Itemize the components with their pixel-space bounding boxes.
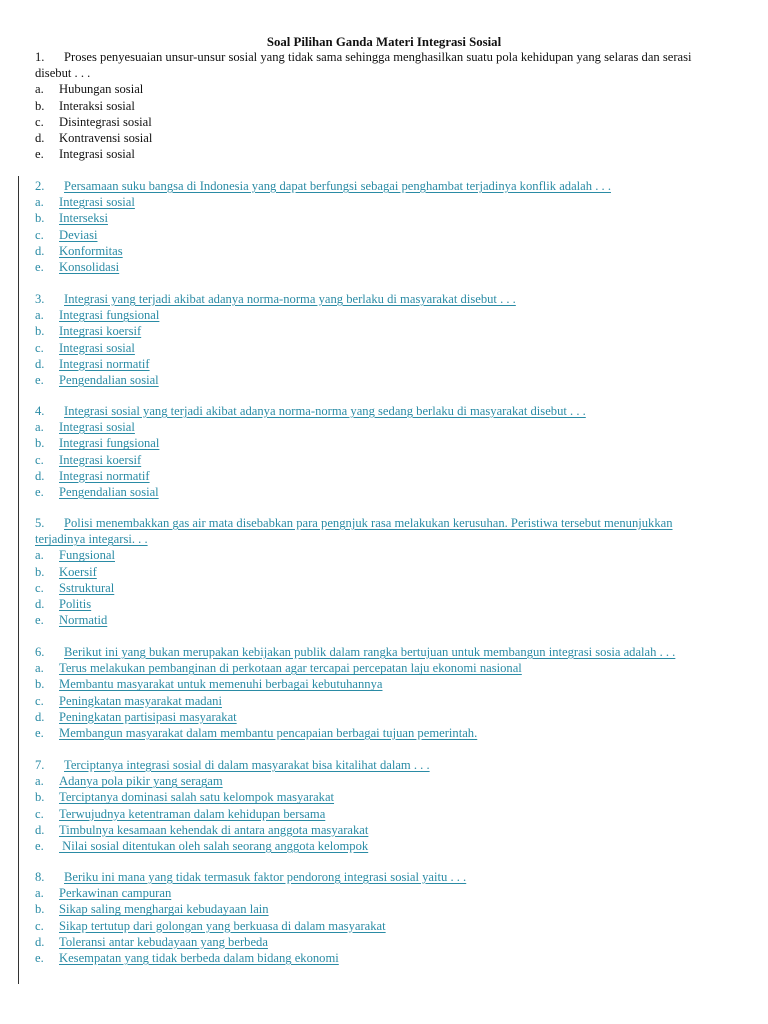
option-a: a. Terus melakukan pembanginan di perkotaan agar tercapai percepatan laju ekonomi nasional bbox=[35, 661, 522, 676]
option-c: c. Sikap tertutup dari golongan yang berkuasa di dalam masyarakat bbox=[35, 918, 386, 933]
question-text-continuation: disebut . . . bbox=[35, 66, 91, 81]
option-e: e. Konsolidasi bbox=[35, 260, 120, 275]
question-text: 4. Integrasi sosial yang terjadi akibat adanya norma-norma yang sedang berlaku di masyarakat disebut . . . bbox=[35, 404, 586, 418]
question-text: 6. Berikut ini yang bukan merupakan kebijakan publik dalam rangka bertujuan untuk membangun integrasi sosia adalah . . . bbox=[35, 645, 676, 659]
question-4 bbox=[35, 403, 745, 500]
question-6 bbox=[35, 644, 745, 741]
option-d: d. Politis bbox=[35, 597, 92, 612]
option-d: d. Timbulnya kesamaan kehendak di antara anggota masyarakat bbox=[35, 822, 369, 837]
question-5 bbox=[35, 515, 745, 628]
question-text: 2. Persamaan suku bangsa di Indonesia yang dapat berfungsi sebagai penghambat terjadinya konflik adalah . . . bbox=[35, 179, 611, 193]
question-3 bbox=[35, 291, 745, 388]
question-text-continuation: terjadinya integarsi. . . bbox=[35, 532, 148, 547]
option-d: d. Integrasi normatif bbox=[35, 356, 150, 371]
question-7 bbox=[35, 757, 745, 854]
question-text: 7. Terciptanya integrasi sosial di dalam masyarakat bisa kitalihat dalam . . . bbox=[35, 758, 430, 772]
option-e: e. Pengendalian sosial bbox=[35, 485, 159, 500]
option-a: a. Fungsional bbox=[35, 548, 115, 563]
question-text: 1. Proses penyesuaian unsur-unsur sosial yang tidak sama sehingga menghasilkan suatu pola kehidupan yang selaras dan serasi bbox=[35, 50, 692, 64]
option-b: b. Integrasi koersif bbox=[35, 324, 142, 339]
question-text: 3. Integrasi yang terjadi akibat adanya norma-norma yang berlaku di masyarakat disebut . . . bbox=[35, 292, 516, 306]
option-c: c. Peningkatan masyarakat madani bbox=[35, 693, 222, 708]
option-b: b. Membantu masyarakat untuk memenuhi berbagai kebutuhannya bbox=[35, 677, 383, 692]
question-text: 5. Polisi menembakkan gas air mata disebabkan para pengnjuk rasa melakukan kerusuhan. Peristiwa tersebut menunjukkan bbox=[35, 516, 673, 530]
option-e: e. Integrasi sosial bbox=[35, 147, 135, 162]
option-c: c. Terwujudnya ketentraman dalam kehidupan bersama bbox=[35, 806, 326, 821]
option-c: c. Disintegrasi sosial bbox=[35, 114, 152, 129]
option-b: b. Koersif bbox=[35, 564, 97, 579]
option-c: c. Integrasi sosial bbox=[35, 340, 135, 355]
option-d: d. Kontravensi sosial bbox=[35, 131, 153, 146]
option-a: a. Integrasi sosial bbox=[35, 420, 135, 435]
question-number: 1. bbox=[35, 50, 45, 64]
option-a: a. Perkawinan campuran bbox=[35, 886, 172, 901]
option-c: c. Deviasi bbox=[35, 227, 98, 242]
option-a: a. Integrasi sosial bbox=[35, 195, 135, 210]
option-c: c. Sstruktural bbox=[35, 580, 115, 595]
question-text: 8. Beriku ini mana yang tidak termasuk faktor pendorong integrasi sosial yaitu . . . bbox=[35, 870, 467, 884]
option-a: a. Integrasi fungsional bbox=[35, 308, 160, 323]
question-2 bbox=[35, 178, 745, 275]
option-c: c. Integrasi koersif bbox=[35, 452, 142, 467]
option-b: b. Terciptanya dominasi salah satu kelompok masyarakat bbox=[35, 790, 335, 805]
option-b: b. Integrasi fungsional bbox=[35, 436, 160, 451]
option-b: b. Sikap saling menghargai kebudayaan lain bbox=[35, 902, 269, 917]
option-a: a. Hubungan sosial bbox=[35, 82, 144, 97]
document-title: Soal Pilihan Ganda Materi Integrasi Sosial bbox=[266, 35, 502, 49]
question-1 bbox=[35, 49, 740, 162]
change-tracking-bar bbox=[18, 176, 19, 984]
option-d: d. Integrasi normatif bbox=[35, 468, 150, 483]
option-a: a. Adanya pola pikir yang seragam bbox=[35, 774, 223, 789]
option-e: e. Normatid bbox=[35, 613, 108, 628]
option-d: d. Konformitas bbox=[35, 243, 123, 258]
option-e: e. Kesempatan yang tidak berbeda dalam bidang ekonomi bbox=[35, 951, 339, 966]
option-e: e. Membangun masyarakat dalam membantu pencapaian berbagai tujuan pemerintah. bbox=[35, 726, 478, 741]
option-d: d. Toleransi antar kebudayaan yang berbeda bbox=[35, 934, 268, 949]
question-8 bbox=[35, 869, 745, 966]
option-b: b. Interseksi bbox=[35, 211, 108, 226]
option-b: b. Interaksi sosial bbox=[35, 98, 135, 113]
option-e: e. Pengendalian sosial bbox=[35, 373, 159, 388]
option-e: e. Nilai sosial ditentukan oleh salah seorang anggota kelompok bbox=[35, 839, 369, 854]
option-d: d. Peningkatan partisipasi masyarakat bbox=[35, 709, 237, 724]
